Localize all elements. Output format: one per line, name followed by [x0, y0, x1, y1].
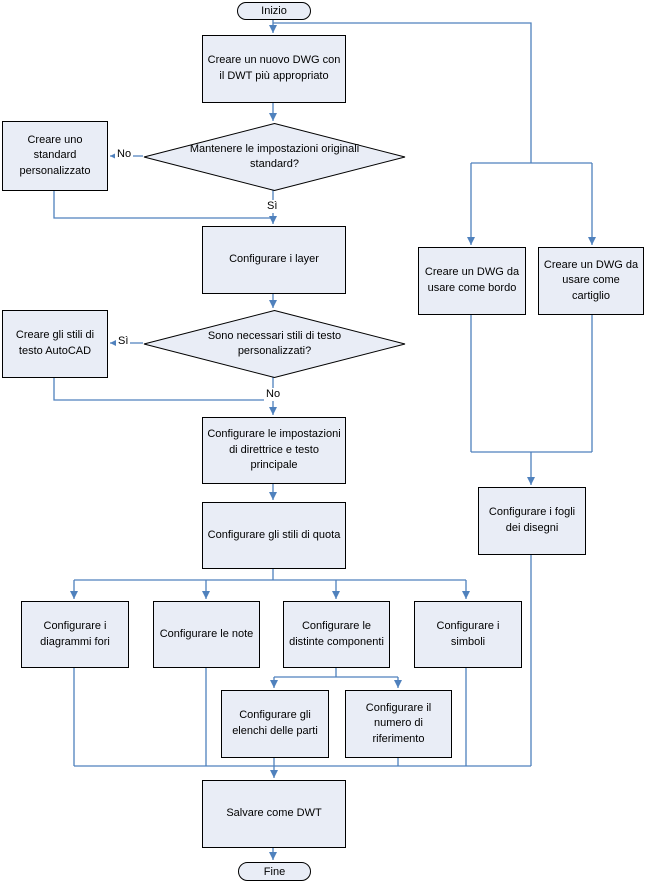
- node-create-text-styles-label: Creare gli stili di testo AutoCAD: [15, 329, 95, 357]
- edge-label-si-1: Sì: [267, 200, 278, 212]
- node-notes-label: Configurare le note: [159, 627, 254, 640]
- node-save-dwt-label: Salvare come DWT: [226, 807, 322, 820]
- terminator-end-label: Fine: [263, 865, 286, 878]
- node-symbols-label: Configurare i simboli: [436, 619, 500, 648]
- node-reference-number: [345, 690, 452, 758]
- edge-label-no-1: No: [117, 148, 132, 160]
- node-configure-layers-label: Configurare i layer: [229, 253, 319, 266]
- decision-keep-standard-settings-label: Mantenere le impostazioni originali standard?: [189, 142, 360, 170]
- node-create-text-styles: [2, 310, 108, 378]
- node-component-lists: [283, 601, 390, 668]
- decision-text-styles-needed-label: Sono necessari stili di testo personalizzati?: [207, 329, 342, 357]
- node-hole-charts: [21, 601, 129, 668]
- node-dwg-titleblock-label: Creare un DWG da usare come cartiglio: [543, 258, 639, 302]
- node-custom-standard: [2, 121, 108, 191]
- edge-label-si-2: Sì: [118, 335, 129, 347]
- node-symbols: [414, 601, 522, 668]
- terminator-end: [238, 862, 311, 881]
- node-notes: [153, 601, 260, 668]
- node-reference-number-label: Configurare il numero di riferimento: [365, 701, 432, 745]
- node-parts-lists: [221, 690, 329, 758]
- node-custom-standard-label: Creare uno standard personalizzato: [19, 133, 91, 177]
- node-leader-settings-label: Configurare le impostazioni di direttrice e testo principale: [207, 428, 341, 472]
- node-create-new-dwg-label: Creare un nuovo DWG con il DWT più appropriato: [207, 54, 341, 82]
- node-dimension-styles: [202, 502, 346, 569]
- node-leader-settings: [202, 417, 346, 484]
- decision-text-styles-needed: [143, 310, 406, 378]
- node-parts-lists-label: Configurare gli elenchi delle parti: [232, 709, 318, 737]
- node-dwg-border: [418, 247, 526, 315]
- node-dimension-styles-label: Configurare gli stili di quota: [207, 528, 341, 541]
- node-component-lists-label: Configurare le distinte componenti: [289, 619, 384, 648]
- node-hole-charts-label: Configurare i diagrammi fori: [40, 619, 110, 648]
- edge-label-no-2: No: [266, 388, 281, 400]
- node-dwg-titleblock: [538, 247, 644, 315]
- node-drawing-sheets-label: Configurare i fogli dei disegni: [488, 506, 576, 534]
- terminator-start-label: Inizio: [261, 5, 287, 17]
- node-drawing-sheets: [478, 487, 586, 555]
- node-dwg-border-label: Creare un DWG da usare come bordo: [424, 266, 520, 294]
- node-create-new-dwg: [202, 35, 346, 103]
- terminator-start: [237, 2, 311, 20]
- node-save-dwt: [202, 780, 346, 848]
- decision-keep-standard-settings: [143, 123, 406, 191]
- node-configure-layers: [202, 226, 346, 294]
